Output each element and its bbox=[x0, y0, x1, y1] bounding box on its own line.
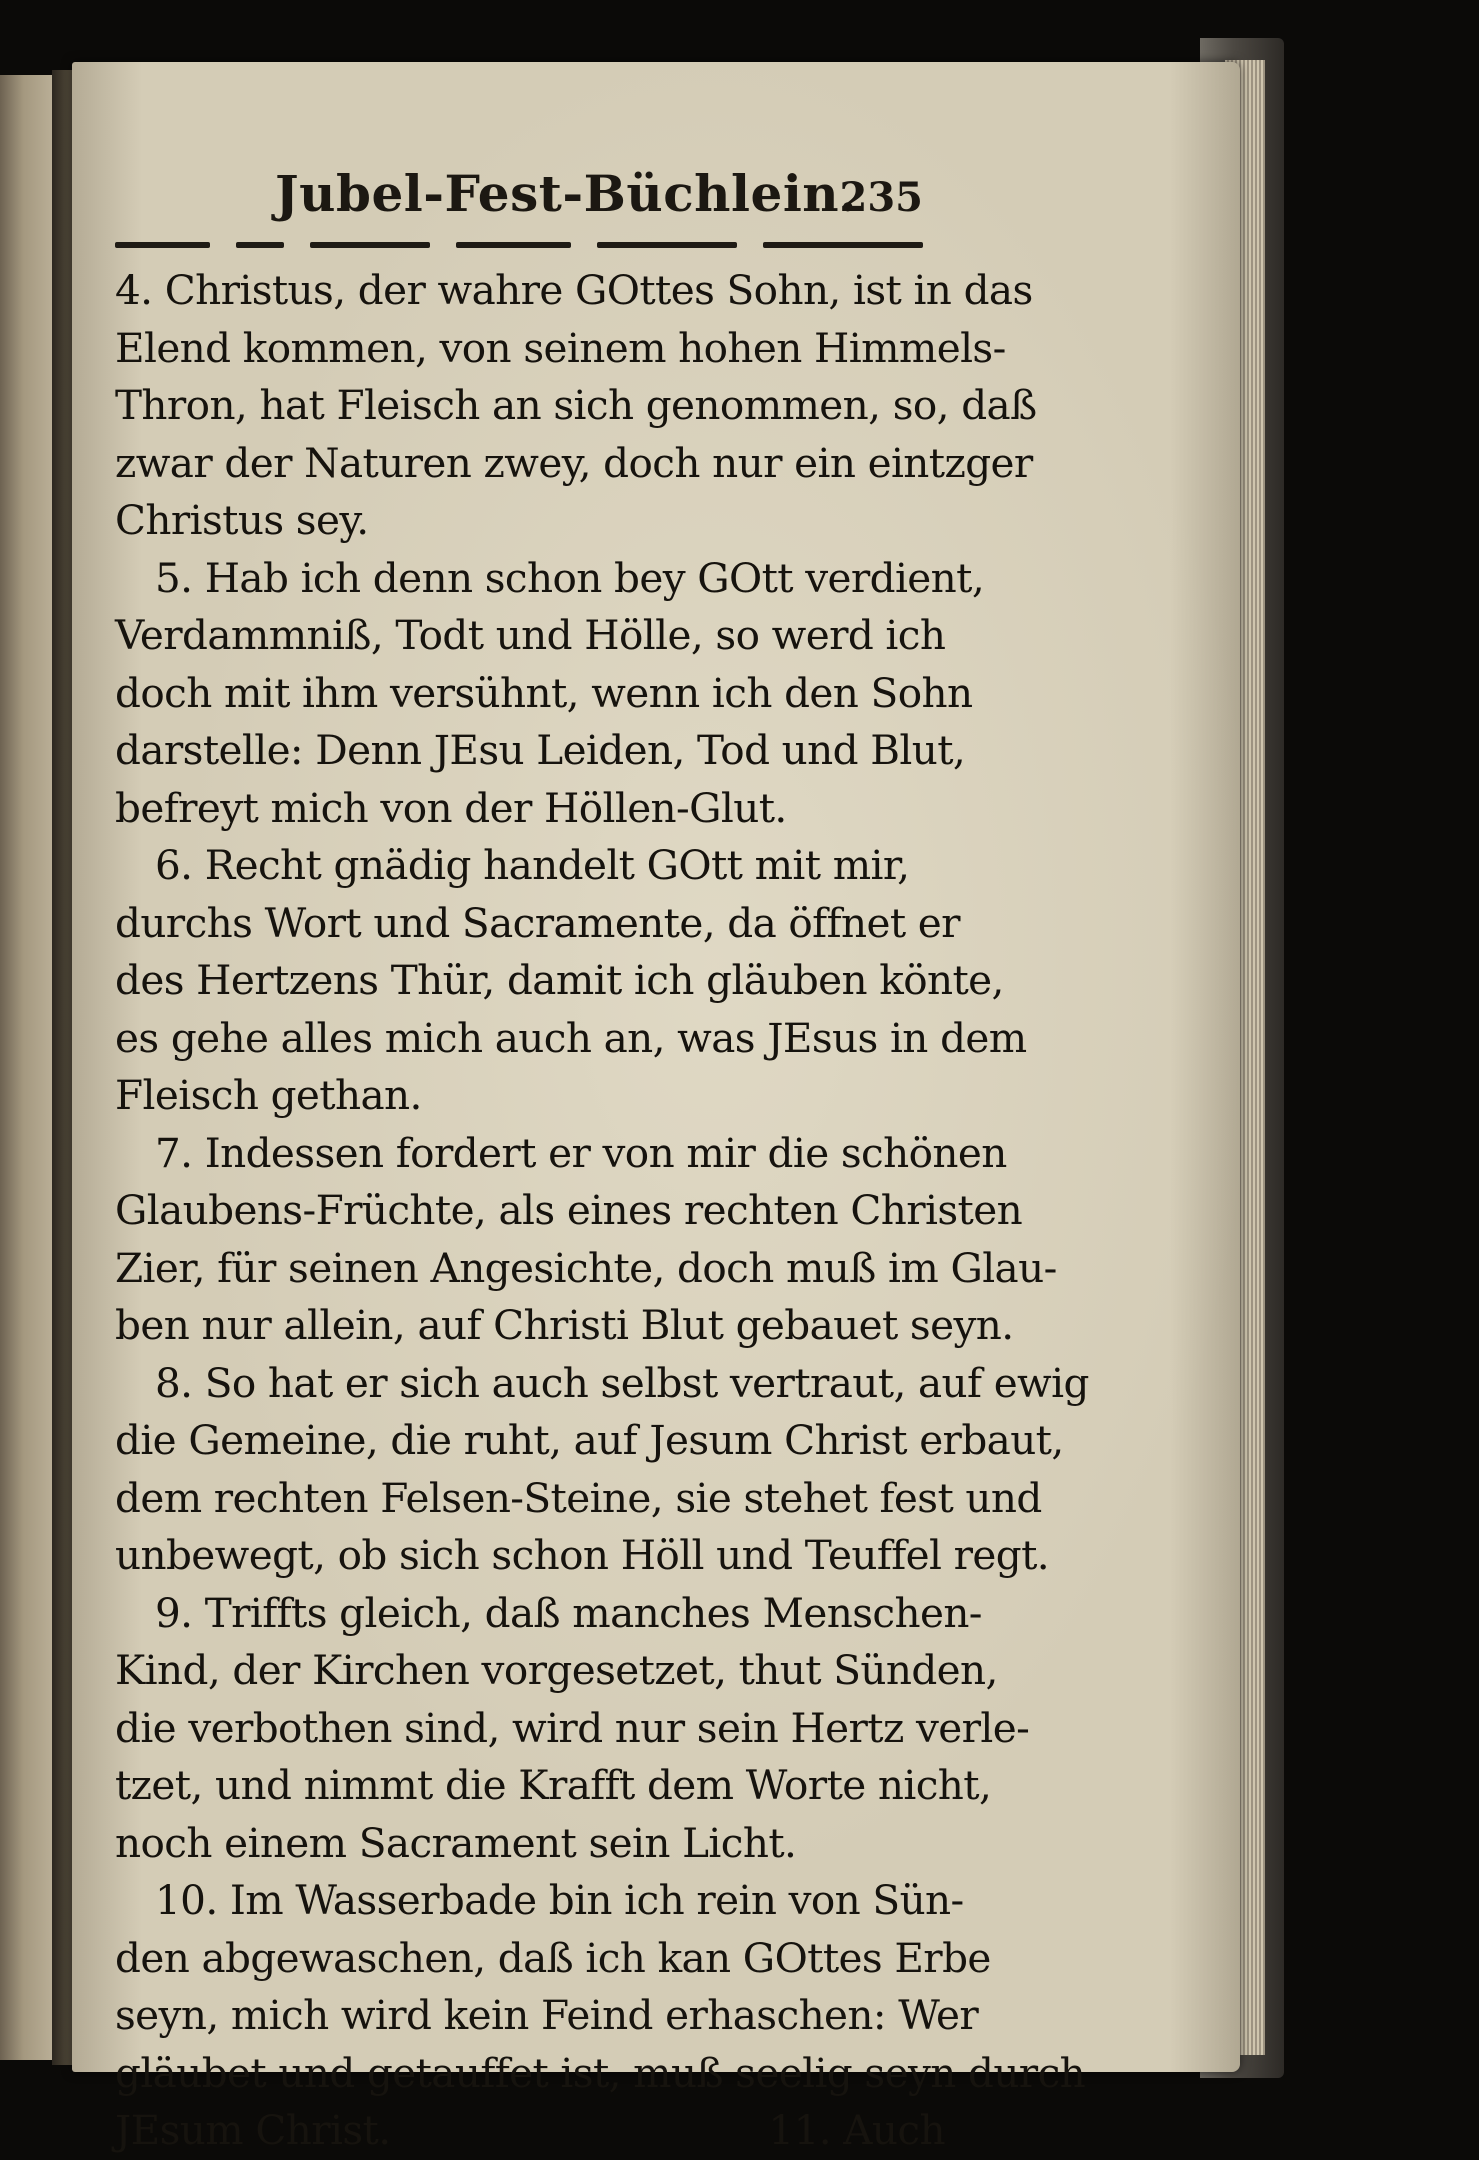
rule-segment bbox=[236, 242, 284, 248]
text-line: Kind, der Kirchen vorgesetzet, thut Sünden, bbox=[115, 1646, 998, 1694]
book-gutter bbox=[52, 70, 74, 2065]
text-line: die Gemeine, die ruht, auf Jesum Christ erbaut, bbox=[115, 1416, 1064, 1464]
text-line: zwar der Naturen zwey, doch nur ein eintzger bbox=[115, 438, 1033, 487]
text-line: unbewegt, ob sich schon Höll und Teuffel regt. bbox=[115, 1531, 1050, 1579]
text-line: 7. Indessen fordert er von mir die schönen bbox=[155, 1128, 1007, 1177]
text-line: doch mit ihm versühnt, wenn ich den Sohn bbox=[115, 668, 973, 717]
rule-segment bbox=[763, 242, 923, 248]
text-line: Fleisch gethan. bbox=[115, 1071, 422, 1119]
text-line: Thron, hat Fleisch an sich genommen, so, daß bbox=[115, 381, 1037, 429]
catchword: 11. Auch bbox=[768, 2106, 945, 2154]
text-line: gläubet und getauffet ist, muß seelig seyn durch bbox=[115, 2048, 1086, 2097]
header-rule bbox=[115, 242, 923, 250]
text-line: den abgewaschen, daß ich kan GOttes Erbe bbox=[115, 1933, 991, 1982]
rule-segment bbox=[115, 242, 210, 248]
page-number: 235 bbox=[839, 174, 923, 221]
rule-segment bbox=[597, 242, 737, 248]
text-line: Elend kommen, von seinem hohen Himmels- bbox=[115, 323, 1006, 372]
text-line: noch einem Sacrament sein Licht. bbox=[115, 1818, 797, 1867]
text-line: 6. Recht gnädig handelt GOtt mit mir, bbox=[155, 841, 910, 889]
text-line: ben nur allein, auf Christi Blut gebauet seyn. bbox=[115, 1301, 1014, 1349]
text-line: 4. Christus, der wahre GOttes Sohn, ist in das bbox=[115, 266, 1033, 314]
text-line: seyn, mich wird kein Feind erhaschen: Wer bbox=[115, 1991, 979, 2039]
text-line: es gehe alles mich auch an, was JEsus in dem bbox=[115, 1013, 1027, 1062]
rule-segment bbox=[456, 242, 571, 248]
previous-page-edge bbox=[0, 75, 54, 2060]
page-body bbox=[115, 262, 1089, 2160]
page-header bbox=[190, 160, 935, 240]
text-line-last bbox=[115, 2102, 945, 2160]
text-line: 8. So hat er sich auch selbst vertraut, auf ewig bbox=[155, 1358, 1089, 1407]
text-line: 5. Hab ich denn schon bey GOtt verdient, bbox=[155, 553, 985, 602]
rule-segment bbox=[310, 242, 430, 248]
text-line: durchs Wort und Sacramente, da öffnet er bbox=[115, 898, 960, 947]
text-line: Glaubens-Früchte, als eines rechten Christen bbox=[115, 1186, 1023, 1234]
text-line: 10. Im Wasserbade bin ich rein von Sün- bbox=[155, 1876, 964, 1924]
text-line: 9. Triffts gleich, daß manches Menschen- bbox=[155, 1588, 982, 1637]
running-title: Jubel-Fest-Büchlein. bbox=[275, 164, 858, 223]
text-line: Christus sey. bbox=[115, 496, 369, 544]
text-line: darstelle: Denn JEsu Leiden, Tod und Blut, bbox=[115, 726, 966, 774]
text-line: die verbothen sind, wird nur sein Hertz verle- bbox=[115, 1703, 1030, 1752]
text-line: befreyt mich von der Höllen-Glut. bbox=[115, 783, 787, 832]
text-line: Verdammniß, Todt und Hölle, so werd ich bbox=[115, 611, 946, 659]
text-line: tzet, und nimmt die Krafft dem Worte nicht, bbox=[115, 1761, 992, 1809]
text-line: des Hertzens Thür, damit ich gläuben könte, bbox=[115, 956, 1004, 1004]
last-line-text: JEsum Christ. bbox=[115, 2106, 391, 2154]
text-line: dem rechten Felsen-Steine, sie stehet fest und bbox=[115, 1473, 1042, 1522]
text-line: Zier, für seinen Angesichte, doch muß im Glau- bbox=[115, 1243, 1057, 1292]
